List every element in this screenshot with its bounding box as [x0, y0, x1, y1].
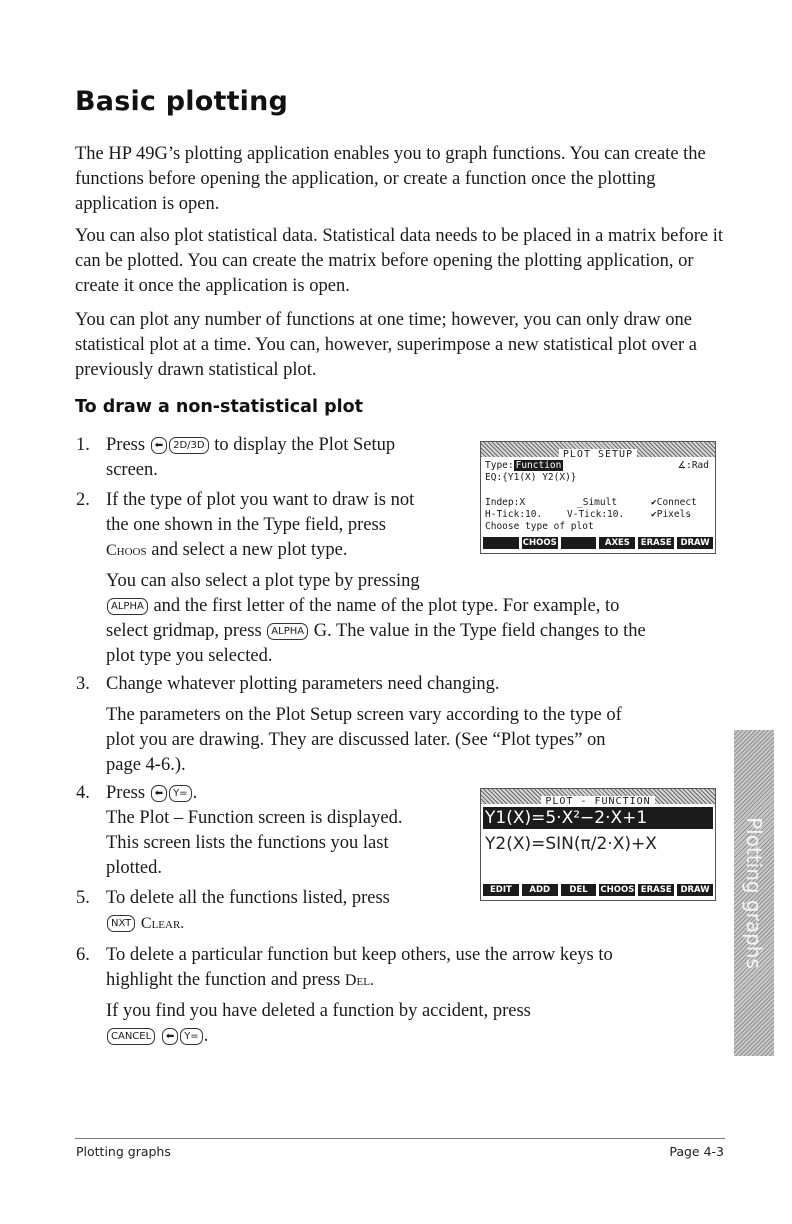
pixels-checkbox: ✔Pixels [651, 509, 692, 520]
step-text-part: The Plot – Function screen is displayed. [106, 808, 403, 828]
connect-checkbox: ✔Connect [651, 497, 697, 508]
step-text-part: and the first letter of the name of the plot type. For example, to [153, 596, 620, 616]
step-text [106, 943, 726, 1049]
step-6-detail [106, 999, 726, 1049]
y-equals-key: Y= [180, 1028, 203, 1045]
step-text-part: plot you are drawing. They are discussed later. (See “Plot types” on [106, 730, 606, 750]
chapter-side-tab-label: Plotting graphs [742, 817, 766, 969]
step-text [106, 672, 726, 778]
step-3-detail [106, 703, 726, 778]
screen-title-bar [481, 789, 715, 807]
step-text [106, 433, 395, 483]
softkey [483, 537, 519, 549]
softkey-draw: DRAW [677, 537, 713, 549]
softkey-axes: AXES [599, 537, 635, 549]
softkey-draw: DRAW [677, 884, 713, 896]
alpha-key: ALPHA [267, 623, 308, 640]
step-6 [76, 943, 726, 1073]
cancel-key: CANCEL [107, 1028, 155, 1045]
simult-checkbox: _Simult [577, 497, 618, 508]
footer-page-number: Page 4-3 [669, 1144, 724, 1159]
step-text-part: To delete a particular function but keep others, use the arrow keys to [106, 945, 613, 965]
chapter-side-tab [734, 730, 774, 1056]
step-text-part: If the type of plot you want to draw is not [106, 490, 415, 510]
multiple-functions-paragraph: You can plot any number of functions at one time; however, you can only draw one statistical plot at a time. You can, however, superimpose a new statistical plot over a previously drawn statistical plot. [75, 310, 697, 380]
step-5 [76, 886, 476, 938]
step-number: 6. [76, 945, 90, 965]
next-key: NXT [107, 915, 135, 932]
step-text-part: . [203, 1026, 209, 1046]
step-3 [76, 672, 726, 782]
step-text-part: The parameters on the Plot Setup screen vary according to the type of [106, 705, 622, 725]
softkey-menu [483, 537, 713, 549]
step-number: 5. [76, 888, 90, 908]
softkey-erase: ERASE [638, 884, 674, 896]
step-text-part: plotted. [106, 858, 163, 878]
step-number: 3. [76, 674, 90, 694]
screen-title: PLOT SETUP [559, 449, 637, 460]
section-heading: To draw a non-statistical plot [75, 397, 363, 417]
step-text-part: You can also select a plot type by pressing [106, 571, 420, 591]
step-text-part: Change whatever plotting parameters need changing. [106, 674, 500, 694]
y-equals-key: Y= [169, 785, 192, 802]
intro-paragraph: The HP 49G’s plotting application enables you to graph functions. You can create the functions before opening the application, or create a function once the plotting application is open. [75, 144, 706, 214]
choos-menu-label: Choos [106, 542, 147, 559]
step-text-part: highlight the function and press [106, 970, 341, 990]
type-value: Function [515, 460, 562, 471]
softkey-del: DEL [561, 884, 597, 896]
step-text-part: select gridmap, press [106, 621, 262, 641]
left-shift-key: ⬅ [162, 1028, 178, 1045]
left-shift-key: ⬅ [151, 785, 167, 802]
left-shift-key: ⬅ [151, 437, 167, 454]
softkey-add: ADD [522, 884, 558, 896]
page-title: Basic plotting [75, 86, 289, 117]
step-text-part: to display the Plot Setup [214, 435, 396, 455]
step-text [106, 886, 390, 936]
step-text-part: the one shown in the Type field, press [106, 515, 386, 535]
step-2-detail [106, 569, 726, 669]
footer-chapter: Plotting graphs [76, 1144, 171, 1159]
step-text-part: Press [106, 435, 146, 455]
function-y2: Y2(X)=SIN(π/2·X)+X [485, 834, 657, 854]
type-label: Type: [485, 460, 514, 471]
step-4 [76, 781, 476, 886]
vtick-field: V-Tick:10. [567, 509, 625, 520]
step-number: 2. [76, 490, 90, 510]
htick-field: H-Tick:10. [485, 509, 543, 520]
step-text-part: page 4-6.). [106, 755, 186, 775]
softkey-erase: ERASE [638, 537, 674, 549]
screen-title: PLOT - FUNCTION [541, 796, 654, 807]
indep-field: Indep:X [485, 497, 526, 508]
plot-function-screenshot [480, 788, 716, 901]
del-menu-label: Del. [344, 972, 374, 989]
plot-setup-screenshot [480, 441, 716, 554]
step-text-part: If you find you have deleted a function by accident, press [106, 1001, 531, 1021]
step-1 [76, 433, 476, 485]
hint-text: Choose type of plot [485, 521, 594, 532]
step-text [106, 781, 402, 881]
step-number: 1. [76, 435, 90, 455]
step-text-part: G. The value in the Type field changes to the [313, 621, 646, 641]
function-y1: Y1(X)=5·X²−2·X+1 [483, 807, 713, 829]
step-text-part: Press [106, 783, 146, 803]
step-text-part: screen. [106, 460, 158, 480]
type-field [485, 460, 563, 472]
angle-mode: ∡:Rad [677, 460, 709, 471]
softkey-choos: CHOOS [600, 885, 635, 895]
softkey-menu [483, 884, 713, 896]
step-text-part: . [192, 783, 198, 803]
screen-title-bar [481, 442, 715, 460]
footer-rule [75, 1138, 725, 1139]
step-text-part: plot type you selected. [106, 646, 273, 666]
step-number: 4. [76, 783, 90, 803]
clear-menu-label: Clear. [140, 915, 185, 932]
alpha-key: ALPHA [107, 598, 148, 615]
eq-field: EQ:{Y1(X) Y2(X)} [485, 472, 577, 483]
step-text-part: This screen lists the functions you last [106, 833, 389, 853]
step-text-part: To delete all the functions listed, press [106, 888, 390, 908]
softkey [561, 537, 597, 549]
softkey-edit: EDIT [483, 884, 519, 896]
step-text-part: and select a new plot type. [151, 540, 348, 560]
softkey-choos: CHOOS [522, 538, 557, 548]
2d3d-key: 2D/3D [169, 437, 209, 454]
statistical-paragraph: You can also plot statistical data. Statistical data needs to be placed in a matrix before it can be plotted. You can create the matrix before opening the plotting application, or create it once the application is open. [75, 226, 724, 296]
